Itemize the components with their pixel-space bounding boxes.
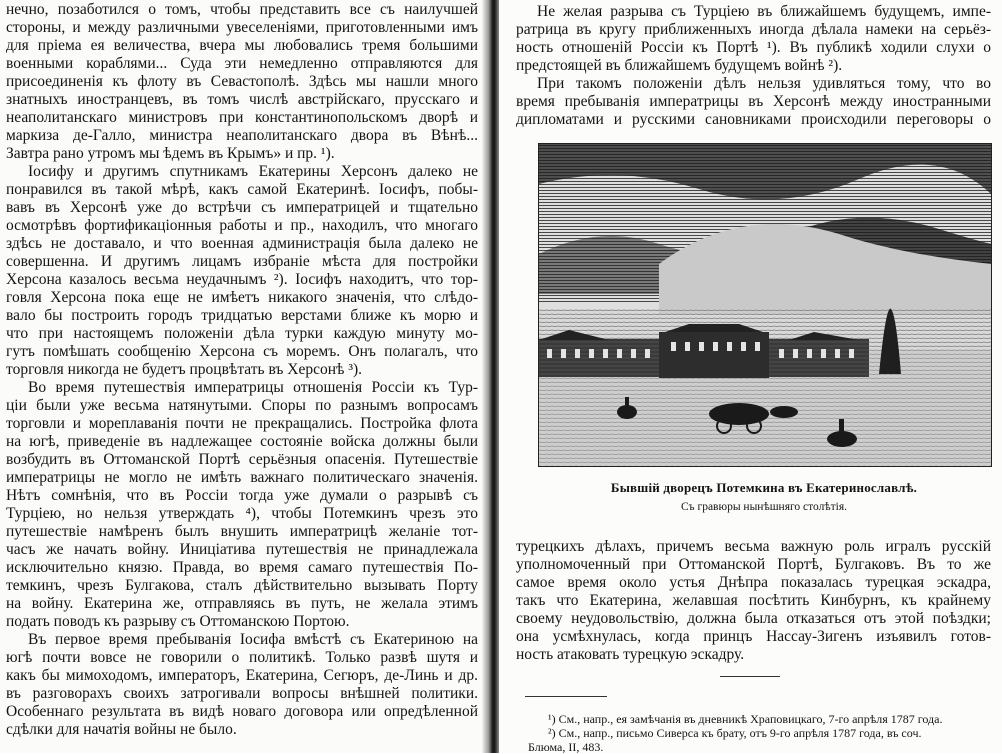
engraving-illustration bbox=[538, 143, 992, 467]
text-line: часъ же начать войну. Иниціатива путешествія не принадлежала bbox=[6, 541, 478, 558]
text-line: она усмѣхнулась, когда принцъ Нассау-Зигенъ изъявилъ готов- bbox=[516, 628, 991, 645]
text-line: здѣсь не доставало, и что военная администрація была далеко не bbox=[6, 235, 478, 252]
text-line: Херсона казалось весьма неудачнымъ ²). Іосифъ находитъ, что тор- bbox=[6, 271, 478, 288]
section-end-rule bbox=[720, 676, 780, 677]
text-line: ность отношеній Россіи къ Портѣ ¹). Въ публикѣ ходили слухи о bbox=[516, 39, 991, 56]
text-line: темкинъ, чрезъ Булгакова, сталъ дѣйствительно вызывать Порту bbox=[6, 577, 478, 594]
text-line: время пребыванія императрицы въ Херсонѣ между иностранными bbox=[516, 93, 991, 110]
text-line: подать поводъ къ разрыву съ Оттоманскою Портою. bbox=[6, 613, 350, 630]
text-line: ціи были уже весьма натянутыми. Споры по разнымъ вопросамъ bbox=[6, 397, 478, 414]
text-line: самое время около устья Днѣпра показалась турецкая эскадра, bbox=[516, 574, 991, 591]
text-line: присоединенія къ флоту въ Севастополѣ. Здѣсь мы нашли много bbox=[6, 73, 478, 90]
text-line: Нѣтъ сомнѣнія, что въ Россіи тогда уже думали о разрывѣ съ bbox=[6, 487, 478, 504]
text-line: такъ что Екатерина, желавшая посѣтить Кинбурнъ, къ крайнему bbox=[516, 592, 991, 609]
text-line: торговля никогда не будетъ процвѣтать въ Херсонѣ ³). bbox=[6, 361, 363, 378]
footnote: ²) См., напр., письмо Сиверса къ брату, отъ 9-го апрѣля 1787 года, въ соч. bbox=[548, 726, 922, 740]
text-line: военными кораблями... Суда эти немедленно отправляются для bbox=[6, 55, 478, 72]
text-line: дипломатами и русскими сановниками происходили переговоры о bbox=[516, 111, 991, 128]
text-line: уполномоченный при Оттоманской Портѣ, Булгаковъ. Въ то же bbox=[516, 556, 991, 573]
text-line: понравился въ такой мѣрѣ, какъ самой Екатеринѣ. Іосифъ, побы- bbox=[6, 181, 478, 198]
text-line: ность атаковать турецкую эскадру. bbox=[516, 646, 745, 663]
illustration-caption-subtitle: Съ гравюры нынѣшняго столѣтія. bbox=[680, 501, 847, 513]
text-line: торговли и мореплаванія почти не прекращались. Постройка флота bbox=[6, 415, 478, 432]
text-line: сдѣлки для начатія войны не было. bbox=[6, 721, 237, 738]
text-line: вавъ въ Херсонѣ уже до встрѣчи съ императрицей и тщательно bbox=[6, 199, 478, 216]
text-line: для пріема ея величества, вчера мы любовались тремя большими bbox=[6, 37, 478, 54]
text-line: неаполитанскаго министровъ при константинопольскомъ дворѣ и bbox=[6, 109, 478, 126]
text-line: Іосифу и другимъ спутникамъ Екатерины Херсонъ далеко не bbox=[28, 163, 478, 180]
text-line: гутъ помѣшать сообщенію Херсона съ моремъ. Онъ полагалъ, что bbox=[6, 343, 478, 360]
footnote-rule-right bbox=[525, 696, 607, 697]
text-line: возбудить въ Оттоманской Портѣ серьёзныя опасенія. Путешествіе bbox=[6, 451, 478, 468]
text-line: югѣ почти вовсе не говорили о политикѣ. Только развѣ шутя и bbox=[6, 649, 478, 666]
left-page bbox=[0, 0, 486, 753]
text-line: маркиза де-Галло, министра неаполитанскаго двора въ Вѣнѣ... bbox=[6, 127, 478, 144]
text-line: турецкихъ дѣлахъ, причемъ весьма важную роль игралъ русскій bbox=[516, 538, 991, 555]
text-line: своему неудовольствію, должна была отказаться отъ этой поѣздки; bbox=[516, 610, 991, 627]
text-line: нечно, позаботился о томъ, чтобы представить все съ наилучшей bbox=[6, 1, 478, 18]
text-line: Въ первое время пребыванія Іосифа вмѣстѣ съ Екатериною на bbox=[28, 631, 478, 648]
text-line: стороны, и между различными увеселеніями, приготовленными имъ bbox=[6, 19, 478, 36]
text-line: Турціею, но нельзя утверждать ⁴), чтобы Потемкинъ чрезъ это bbox=[6, 505, 478, 522]
text-line: предстоящей въ ближайшемъ будущемъ войнѣ ²). bbox=[516, 57, 843, 74]
text-line: исключительно князю. Правда, во время самаго путешествія По- bbox=[6, 559, 478, 576]
footnote: ¹) См., напр., ея замѣчанія въ дневникѣ Храповицкаго, 7-го апрѣля 1787 года. bbox=[548, 712, 943, 726]
illustration-caption-title: Бывшій дворецъ Потемкина въ Екатеринославлѣ. bbox=[610, 480, 918, 495]
text-line: на войну. Екатерина же, отправляясь въ путь, не желала этимъ bbox=[6, 595, 478, 612]
text-line: что при настоящемъ положеніи дѣла турки каждую минуту мо- bbox=[6, 325, 478, 342]
text-line: въ разговорахъ своихъ затрогивали вопросы внѣшней политики. bbox=[6, 685, 478, 702]
text-line: совершенна. И другимъ лицамъ избраніе мѣста для постройки bbox=[6, 253, 478, 270]
footnote: Блюма, II, 483. bbox=[528, 740, 604, 754]
text-line: на югѣ, приведеніе въ надлежащее состояніе войска должны были bbox=[6, 433, 478, 450]
text-line: знатныхъ иностранцевъ, въ томъ числѣ австрійскаго, прусскаго и bbox=[6, 91, 478, 108]
text-line: При такомъ положеніи дѣлъ нельзя удивляться тому, что во bbox=[537, 75, 991, 92]
text-line: осмотрѣвъ фортификаціонныя работы и пр., находилъ, что многаго bbox=[6, 217, 478, 234]
text-line: говля Херсона пока еще не имѣетъ никакого значенія, что слѣдо- bbox=[6, 289, 478, 306]
text-line: императрицы не могло не имѣть важнаго политическаго значенія. bbox=[6, 469, 478, 486]
text-line: вало бы построить городъ тридцатью верстами ближе къ морю и bbox=[6, 307, 478, 324]
text-line: Особеннаго результата въ видѣ новаго договора или опредѣленной bbox=[6, 703, 478, 720]
text-line: ратрица въ кругу приближенныхъ иногда дѣлала намеки на серьёз- bbox=[516, 21, 991, 38]
text-line: путешествіе намѣренъ былъ внушить императрицѣ желаніе тот- bbox=[6, 523, 478, 540]
text-line: какъ бы мимоходомъ, императоръ, Екатерина, Сегюръ, де-Линь и др. bbox=[6, 667, 478, 684]
text-line: Завтра рано утромъ мы ѣдемъ въ Крымъ» и пр. ¹). bbox=[6, 145, 335, 162]
text-line: Во время путешествія императрицы отношенія Россіи къ Тур- bbox=[28, 379, 478, 396]
text-line: Не желая разрыва съ Турціею въ ближайшемъ будущемъ, импе- bbox=[537, 3, 991, 20]
